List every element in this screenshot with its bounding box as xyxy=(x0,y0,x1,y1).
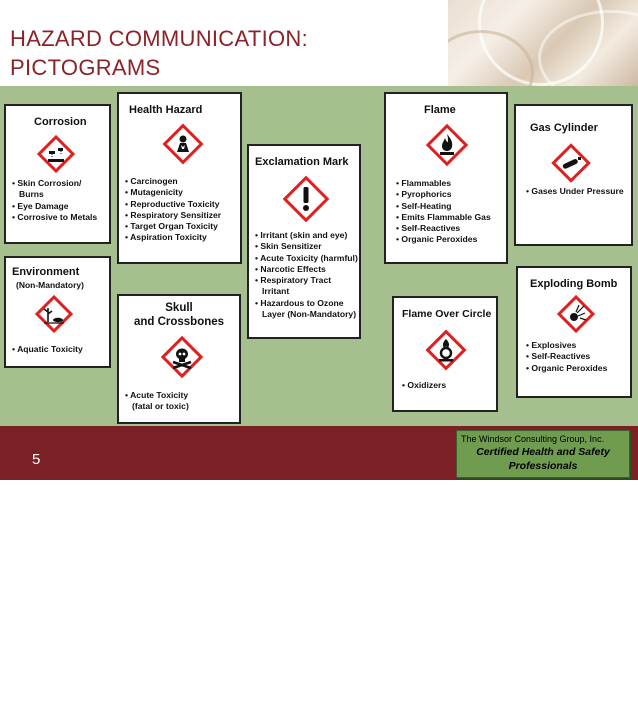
card-skull-crossbones xyxy=(117,294,241,424)
card-flame xyxy=(384,92,508,264)
slide-title xyxy=(10,24,430,82)
card-subtitle: (Non-Mandatory) xyxy=(16,280,84,290)
gas-cylinder-icon xyxy=(550,142,592,184)
flame-icon xyxy=(424,122,470,168)
hazard-list: • Aquatic Toxicity xyxy=(12,344,83,355)
corrosion-icon xyxy=(36,134,76,174)
card-title: Environment xyxy=(12,266,80,278)
hazard-list: • Carcinogen • Mutagenicity • Reproductive Toxicity • Respiratory Sensitizer • Target Organ Toxicity • Aspiration Toxicity xyxy=(125,176,221,244)
card-gas-cylinder xyxy=(514,104,633,246)
card-title-line-2: and Crossbones xyxy=(133,316,225,328)
card-title: Corrosion xyxy=(34,116,87,128)
health-hazard-icon xyxy=(161,122,205,166)
card-exclamation-mark xyxy=(247,144,361,339)
environment-icon xyxy=(34,294,74,334)
decorative-header-image xyxy=(448,0,638,86)
flame-over-circle-icon xyxy=(424,328,468,372)
card-exploding-bomb xyxy=(516,266,632,398)
hazard-list: • Acute Toxicity (fatal or toxic) xyxy=(125,390,189,413)
hazard-list: • Irritant (skin and eye) • Skin Sensitizer • Acute Toxicity (harmful) • Narcotic Effects • Respiratory Tract Irritant • Hazardous to Ozone Layer (Non-Mandatory) xyxy=(255,230,358,320)
page-number: 5 xyxy=(32,451,41,468)
card-title: Flame Over Circle xyxy=(402,308,492,320)
certification-text: Certified Health and Safety Professionals xyxy=(476,446,610,472)
card-flame-over-circle xyxy=(392,296,498,412)
card-title: Flame xyxy=(424,104,456,116)
exclamation-mark-icon xyxy=(281,174,331,224)
card-title: Exploding Bomb xyxy=(530,278,618,290)
hazard-list: • Explosives • Self-Reactives • Organic Peroxides xyxy=(526,340,607,374)
card-title-line-1: Skull xyxy=(165,302,193,314)
hazard-list: • Oxidizers xyxy=(402,380,446,391)
hazard-list: • Skin Corrosion/ Burns • Eye Damage • Corrosive to Metals xyxy=(12,178,97,223)
company-badge xyxy=(456,430,630,478)
company-name: The Windsor Consulting Group, Inc. xyxy=(461,434,605,444)
title-line-2: PICTOGRAMS xyxy=(10,55,161,80)
card-environment xyxy=(4,256,111,368)
skull-crossbones-icon xyxy=(159,334,205,380)
card-title: Exclamation Mark xyxy=(255,156,349,168)
hazard-list: • Gases Under Pressure xyxy=(526,186,624,197)
card-title: Gas Cylinder xyxy=(530,122,598,134)
hazard-list: • Flammables • Pyrophorics • Self-Heating • Emits Flammable Gas • Self-Reactives • Organic Peroxides xyxy=(396,178,491,246)
title-line-1: HAZARD COMMUNICATION: xyxy=(10,26,308,51)
card-health-hazard xyxy=(117,92,242,264)
card-corrosion xyxy=(4,104,111,244)
card-title: Health Hazard xyxy=(129,104,203,116)
exploding-bomb-icon xyxy=(556,294,596,334)
